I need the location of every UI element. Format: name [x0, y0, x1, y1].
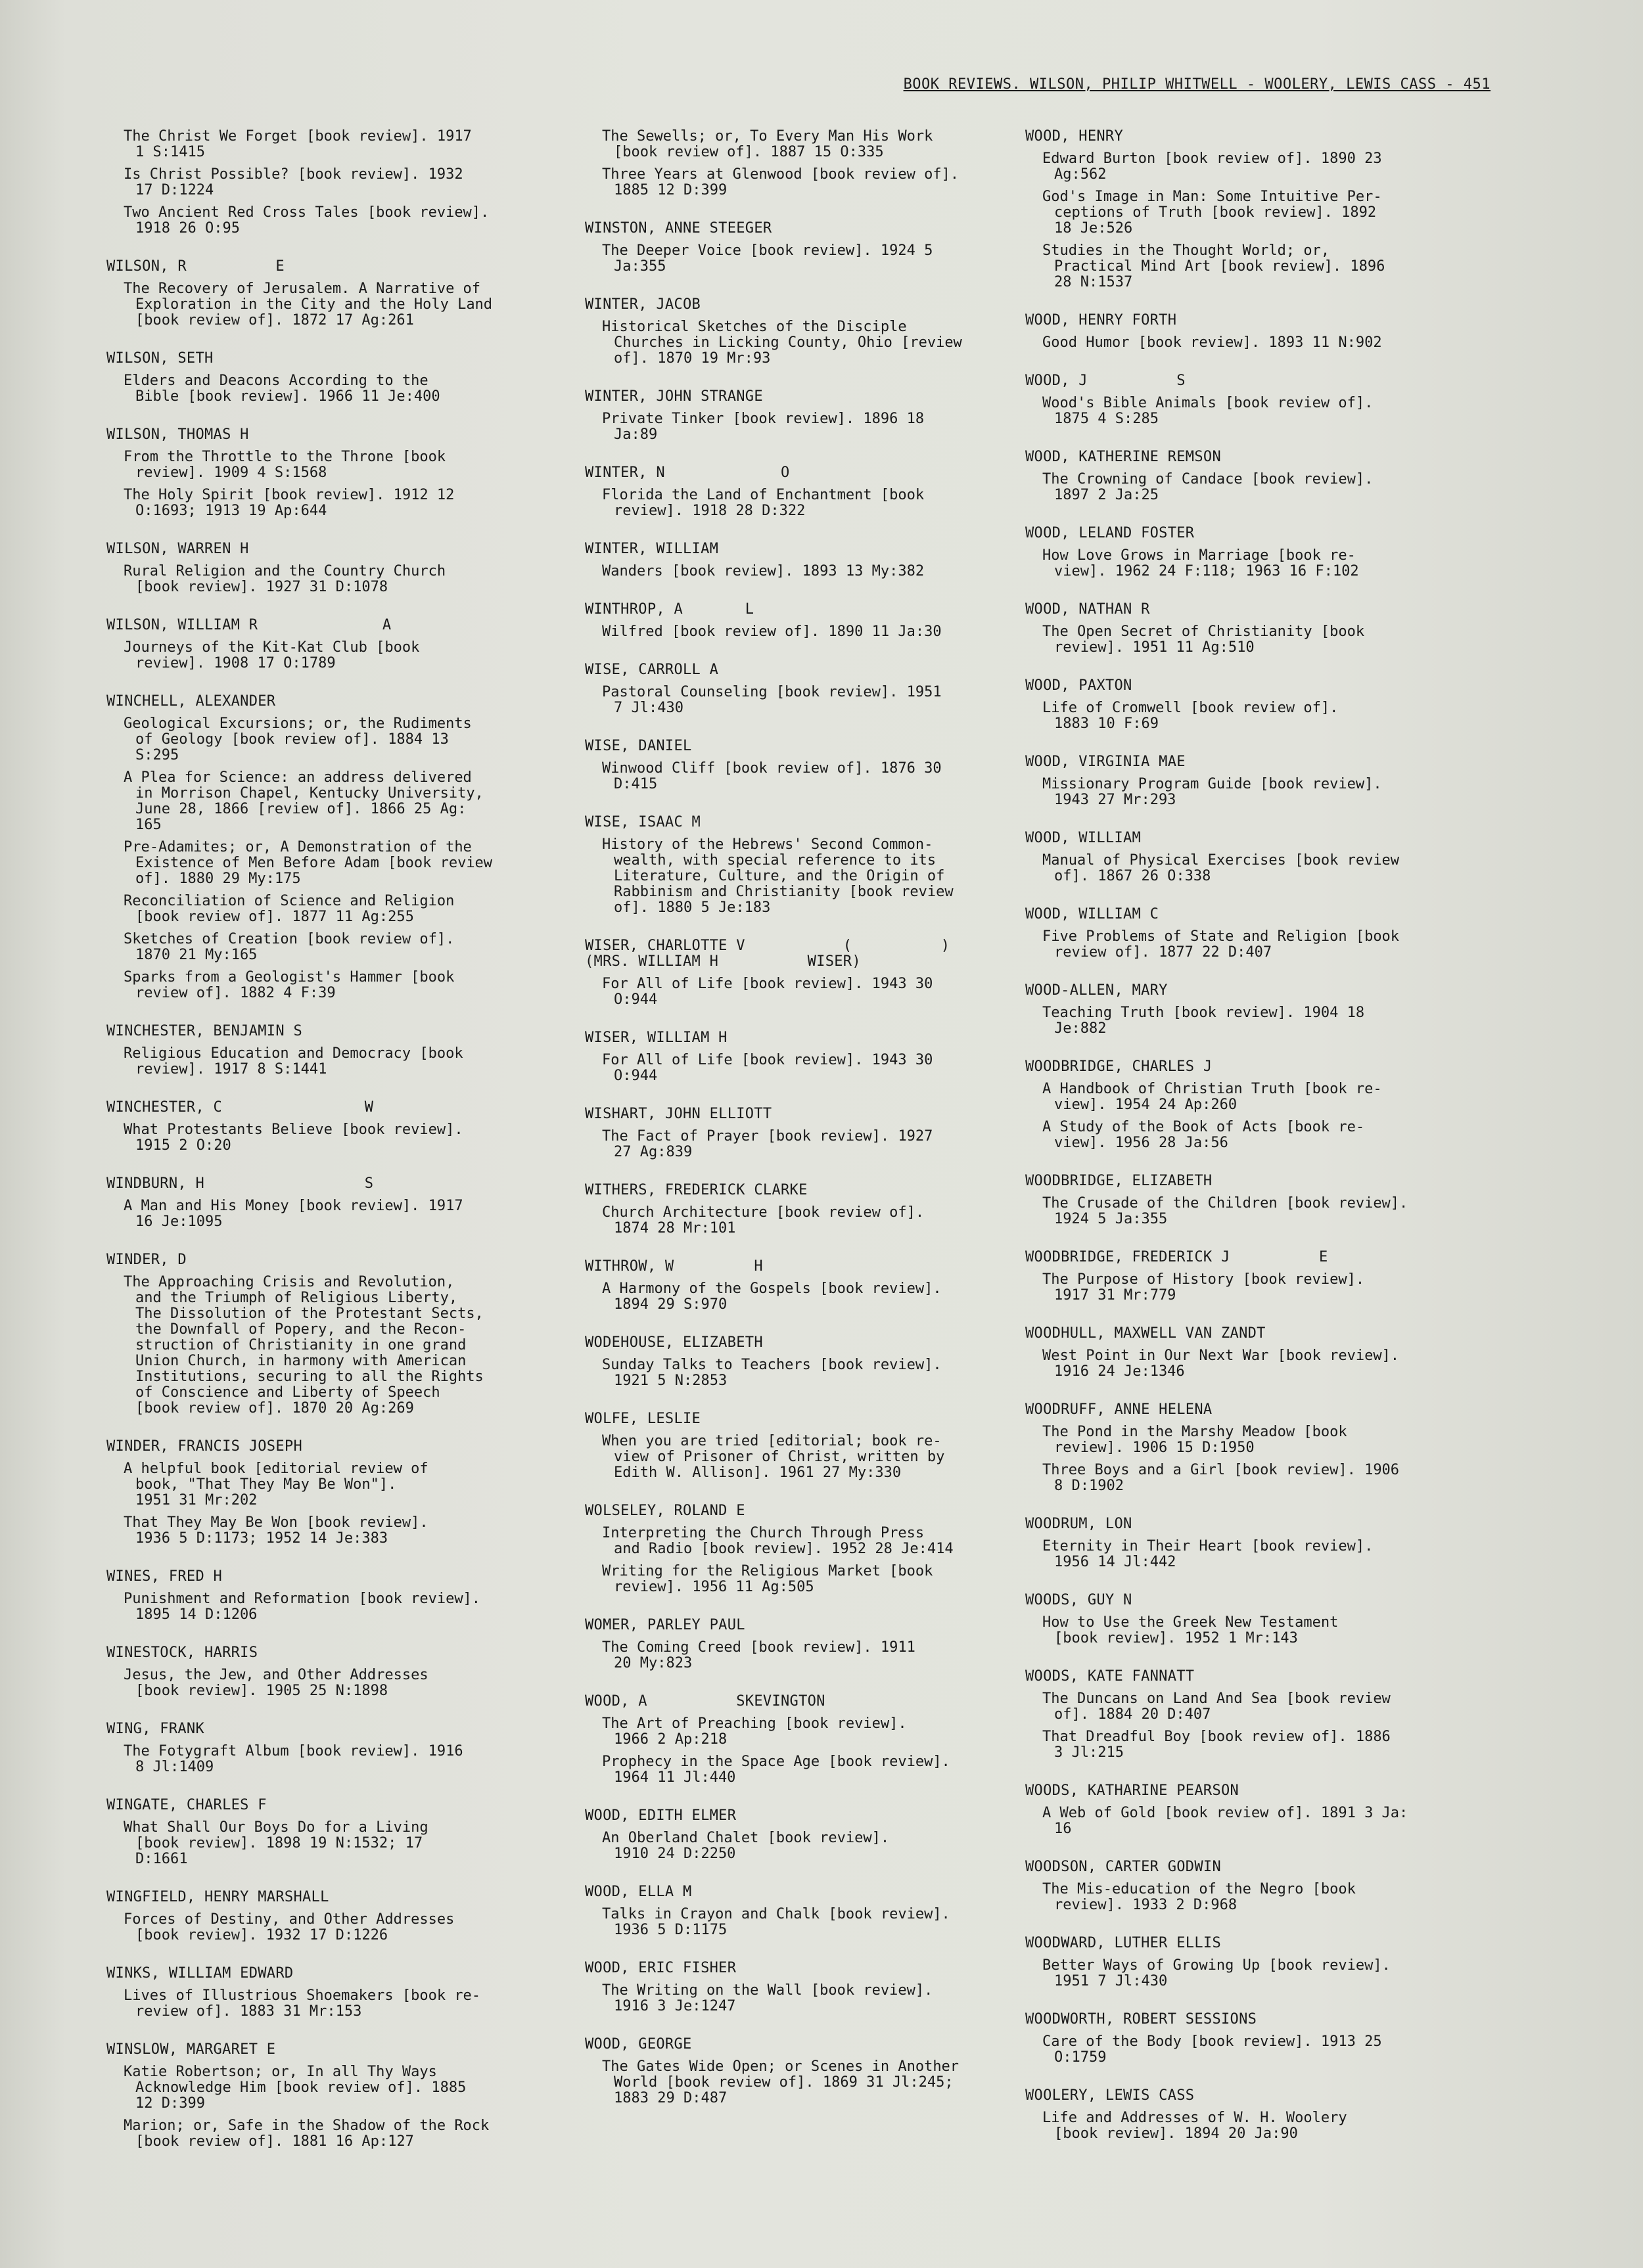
author-heading: WOOD, GEORGE — [585, 2036, 692, 2053]
index-entry: Missionary Program Guide [book review]. 1943 27 Mr:293 — [1042, 776, 1382, 808]
index-entry: An Oberland Chalet [book review]. 1910 24 D:2250 — [602, 1830, 890, 1862]
author-heading: WOLSELEY, ROLAND E — [585, 1503, 745, 1519]
author-heading: WOOD, VIRGINIA MAE — [1025, 754, 1186, 770]
author-heading: WOODHULL, MAXWELL VAN ZANDT — [1025, 1325, 1266, 1342]
author-heading: WILSON, THOMAS H — [106, 426, 249, 443]
author-heading: WOODWARD, LUTHER ELLIS — [1025, 1935, 1221, 1951]
author-heading: WINTER, WILLIAM — [585, 541, 719, 557]
author-heading: WOOD, J S — [1025, 373, 1186, 389]
author-heading: WOODRUFF, ANNE HELENA — [1025, 1401, 1213, 1418]
index-entry: From the Throttle to the Throne [book review]. 1909 4 S:1568 — [124, 449, 446, 481]
column-2 — [585, 129, 1032, 2113]
index-entry: The Gates Wide Open; or Scenes in Another World [book review of]. 1869 31 Jl:245; 1883 29 D:487 — [602, 2058, 960, 2106]
index-entry: Sparks from a Geologist's Hammer [book review of]. 1882 4 F:39 — [124, 969, 455, 1001]
index-entry: Studies in the Thought World; or, Practical Mind Art [book review]. 1896 28 N:1537 — [1042, 242, 1385, 290]
author-heading: WISE, ISAAC M — [585, 814, 701, 830]
index-entry: Better Ways of Growing Up [book review]. 1951 7 Jl:430 — [1042, 1957, 1391, 1989]
index-entry: Life and Addresses of W. H. Woolery [book review]. 1894 20 Ja:90 — [1042, 2110, 1347, 2142]
author-heading: WOODWORTH, ROBERT SESSIONS — [1025, 2011, 1257, 2028]
author-heading: WINTHROP, A L — [585, 601, 754, 618]
index-entry: Religious Education and Democracy [book review]. 1917 8 S:1441 — [124, 1045, 463, 1077]
author-heading: WOODSON, CARTER GODWIN — [1025, 1859, 1221, 1875]
index-entry: That Dreadful Boy [book review of]. 1886 3 Jl:215 — [1042, 1729, 1391, 1761]
index-entry: Manual of Physical Exercises [book review of]. 1867 26 O:338 — [1042, 852, 1400, 884]
index-entry: West Point in Our Next War [book review]. 1916 24 Je:1346 — [1042, 1348, 1400, 1380]
running-head: BOOK REVIEWS. WILSON, PHILIP WHITWELL - WOOLERY, LEWIS CASS - 451 — [903, 76, 1491, 93]
author-heading: WISHART, JOHN ELLIOTT — [585, 1106, 772, 1122]
index-entry: Church Architecture [book review of]. 1874 28 Mr:101 — [602, 1204, 925, 1236]
index-entry: Winwood Cliff [book review of]. 1876 30 D:415 — [602, 760, 942, 792]
author-heading: WODEHOUSE, ELIZABETH — [585, 1334, 763, 1351]
index-entry: When you are tried [editorial; book re- view of Prisoner of Christ, written by Edith W. Allison]. 1961 27 My:330 — [602, 1433, 945, 1481]
author-heading: WILSON, R E — [106, 258, 285, 275]
index-entry: Pastoral Counseling [book review]. 1951 7 Jl:430 — [602, 684, 942, 716]
index-entry: Lives of Illustrious Shoemakers [book re- review of]. 1883 31 Mr:153 — [124, 1987, 481, 2020]
index-entry: The Purpose of History [book review]. 1917 31 Mr:779 — [1042, 1271, 1365, 1304]
index-entry: How to Use the Greek New Testament [book review]. 1952 1 Mr:143 — [1042, 1614, 1339, 1646]
author-heading: WOLFE, LESLIE — [585, 1411, 701, 1427]
index-entry: Good Humor [book review]. 1893 11 N:902 — [1042, 334, 1382, 351]
author-heading: WOOD, ELLA M — [585, 1884, 692, 1900]
author-heading: WINSLOW, MARGARET E — [106, 2041, 276, 2058]
author-heading: WOODBRIDGE, CHARLES J — [1025, 1058, 1213, 1075]
index-entry: A Plea for Science: an address delivered in Morrison Chapel, Kentucky University, June 28, 1866 [review of]. 1866 25 Ag: 165 — [124, 769, 484, 833]
author-heading: WOODRUM, LON — [1025, 1516, 1132, 1532]
index-entry: The Duncans on Land And Sea [book review of]. 1884 20 D:407 — [1042, 1690, 1391, 1723]
index-entry: Care of the Body [book review]. 1913 25 O:1759 — [1042, 2033, 1382, 2066]
index-entry: God's Image in Man: Some Intuitive Per- ceptions of Truth [book review]. 1892 18 Je:526 — [1042, 189, 1382, 237]
index-entry: The Approaching Crisis and Revolution, and the Triumph of Religious Liberty, The Dissolution of the Protestant Sects, the Downfall of Popery, and the Recon- struction of Christianity in one grand Union Church, in harmony with American Institutions, securing to all the Rights of Conscience and Liberty of Speech [book review of]. 1870 20 Ag:269 — [124, 1274, 484, 1417]
author-heading: WOODS, GUY N — [1025, 1592, 1132, 1608]
author-heading: WINESTOCK, HARRIS — [106, 1644, 258, 1661]
author-heading: WOOD, HENRY — [1025, 128, 1123, 145]
author-heading: WOODS, KATHARINE PEARSON — [1025, 1782, 1239, 1799]
index-entry: The Open Secret of Christianity [book review]. 1951 11 Ag:510 — [1042, 624, 1365, 656]
index-entry: Geological Excursions; or, the Rudiments of Geology [book review of]. 1884 13 S:295 — [124, 715, 472, 763]
index-entry: Marion; or, Safe in the Shadow of the Rock [book review of]. 1881 16 Ap:127 — [124, 2118, 490, 2150]
author-heading: WOODBRIDGE, FREDERICK J E — [1025, 1249, 1328, 1265]
author-heading: WINDBURN, H S — [106, 1175, 374, 1192]
index-entry: Life of Cromwell [book review of]. 1883 10 F:69 — [1042, 700, 1339, 732]
author-heading: WINDER, D — [106, 1252, 187, 1268]
index-entry: The Fotygraft Album [book review]. 1916 8 Jl:1409 — [124, 1743, 463, 1775]
author-heading: WINTER, N O — [585, 465, 790, 481]
index-entry: The Sewells; or, To Every Man His Work [book review of]. 1887 15 O:335 — [602, 128, 933, 160]
index-entry: Florida the Land of Enchantment [book review]. 1918 28 D:322 — [602, 487, 925, 519]
author-heading: WING, FRANK — [106, 1721, 204, 1737]
author-heading: WINDER, FRANCIS JOSEPH — [106, 1438, 302, 1455]
index-entry: The Holy Spirit [book review]. 1912 12 O:1693; 1913 19 Ap:644 — [124, 487, 455, 519]
index-entry: The Mis-education of the Negro [book review]. 1933 2 D:968 — [1042, 1881, 1356, 1913]
index-entry: For All of Life [book review]. 1943 30 O:944 — [602, 1052, 933, 1084]
author-heading: WOOD, WILLIAM C — [1025, 906, 1159, 922]
author-heading: WINSTON, ANNE STEEGER — [585, 220, 772, 237]
author-heading: WOOD, KATHERINE REMSON — [1025, 449, 1221, 465]
index-entry: Five Problems of State and Religion [book review of]. 1877 22 D:407 — [1042, 928, 1400, 961]
author-heading: WOOD, NATHAN R — [1025, 601, 1150, 618]
author-heading: WILSON, WARREN H — [106, 541, 249, 557]
column-1 — [106, 129, 553, 2156]
index-entry: Talks in Crayon and Chalk [book review]. 1936 5 D:1175 — [602, 1906, 950, 1938]
index-entry: How Love Grows in Marriage [book re- view]. 1962 24 F:118; 1963 16 F:102 — [1042, 547, 1359, 579]
index-entry: Interpreting the Church Through Press and Radio [book review]. 1952 28 Je:414 — [602, 1525, 954, 1557]
author-heading: WOMER, PARLEY PAUL — [585, 1617, 745, 1633]
index-entry: The Recovery of Jerusalem. A Narrative of Exploration in the City and the Holy Land [book review of]. 1872 17 Ag:261 — [124, 281, 493, 329]
author-heading: WISER, WILLIAM H — [585, 1030, 728, 1046]
index-entry: Elders and Deacons According to the Bible [book review]. 1966 11 Je:400 — [124, 373, 440, 405]
index-entry: Katie Robertson; or, In all Thy Ways Acknowledge Him [book review of]. 1885 12 D:399 — [124, 2064, 467, 2112]
index-entry: Pre-Adamites; or, A Demonstration of the Existence of Men Before Adam [book review of]. 1880 29 My:175 — [124, 839, 493, 887]
author-heading: WISE, CARROLL A — [585, 662, 719, 678]
index-entry: Wanders [book review]. 1893 13 My:382 — [602, 563, 925, 579]
author-heading: WINES, FRED H — [106, 1568, 223, 1585]
index-entry: A Man and His Money [book review]. 1917 16 Je:1095 — [124, 1198, 463, 1230]
author-heading: WOOD, ERIC FISHER — [585, 1960, 737, 1976]
author-heading: WISE, DANIEL — [585, 738, 692, 754]
index-entry: A Harmony of the Gospels [book review]. 1894 29 S:970 — [602, 1281, 942, 1313]
author-heading: WOOD, PAXTON — [1025, 677, 1132, 694]
index-entry: Punishment and Reformation [book review]. 1895 14 D:1206 — [124, 1591, 481, 1623]
index-entry: Forces of Destiny, and Other Addresses [book review]. 1932 17 D:1226 — [124, 1911, 455, 1943]
index-entry: Writing for the Religious Market [book review]. 1956 11 Ag:505 — [602, 1563, 933, 1595]
author-heading: WOOLERY, LEWIS CASS — [1025, 2087, 1195, 2104]
author-heading: WOOD, LELAND FOSTER — [1025, 525, 1195, 541]
author-heading: WINCHESTER, BENJAMIN S — [106, 1023, 302, 1039]
index-entry: A helpful book [editorial review of book, "That They May Be Won"]. 1951 31 Mr:202 — [124, 1461, 428, 1508]
index-entry: Wood's Bible Animals [book review of]. 1875 4 S:285 — [1042, 395, 1374, 427]
index-entry: Reconciliation of Science and Religion [book review of]. 1877 11 Ag:255 — [124, 893, 455, 925]
index-entry: Journeys of the Kit-Kat Club [book review]. 1908 17 O:1789 — [124, 639, 420, 671]
author-heading: WOOD-ALLEN, MARY — [1025, 982, 1168, 999]
index-entry: Is Christ Possible? [book review]. 1932 17 D:1224 — [124, 166, 463, 198]
author-heading: WINGFIELD, HENRY MARSHALL — [106, 1889, 329, 1905]
author-heading: WILSON, WILLIAM R A — [106, 617, 392, 633]
index-entry: Prophecy in the Space Age [book review]. 1964 11 Jl:440 — [602, 1754, 950, 1786]
author-heading: WOOD, A SKEVINGTON — [585, 1693, 825, 1710]
index-entry: A Study of the Book of Acts [book re- view]. 1956 28 Ja:56 — [1042, 1119, 1365, 1151]
index-entry: What Protestants Believe [book review]. 1915 2 O:20 — [124, 1122, 463, 1154]
author-heading: WINCHESTER, C W — [106, 1099, 374, 1116]
index-entry: Wilfred [book review of]. 1890 11 Ja:30 — [602, 624, 942, 640]
index-entry: Jesus, the Jew, and Other Addresses [book review]. 1905 25 N:1898 — [124, 1667, 428, 1699]
index-entry: Two Ancient Red Cross Tales [book review]. 1918 26 O:95 — [124, 204, 490, 237]
index-entry: Private Tinker [book review]. 1896 18 Ja:89 — [602, 411, 925, 443]
index-entry: The Crowning of Candace [book review]. 1897 2 Ja:25 — [1042, 471, 1374, 503]
author-heading: WILSON, SETH — [106, 350, 214, 367]
author-heading: WINGATE, CHARLES F — [106, 1797, 267, 1813]
author-heading: WINTER, JACOB — [585, 296, 701, 313]
index-entry: A Web of Gold [book review of]. 1891 3 Ja: 16 — [1042, 1805, 1408, 1837]
index-entry: Three Years at Glenwood [book review of]. 1885 12 D:399 — [602, 166, 960, 198]
author-heading: WITHERS, FREDERICK CLARKE — [585, 1182, 808, 1198]
index-entry: The Crusade of the Children [book review]. 1924 5 Ja:355 — [1042, 1195, 1408, 1227]
author-heading: WOODS, KATE FANNATT — [1025, 1668, 1195, 1685]
index-entry: What Shall Our Boys Do for a Living [book review]. 1898 19 N:1532; 17 D:1661 — [124, 1819, 428, 1867]
author-heading: WISER, CHARLOTTE V ( ) (MRS. WILLIAM H WISER) — [585, 938, 950, 970]
index-entry: Historical Sketches of the Disciple Churches in Licking County, Ohio [review of]. 1870 19 Mr:93 — [602, 319, 962, 367]
author-heading: WOODBRIDGE, ELIZABETH — [1025, 1173, 1213, 1189]
index-entry: Edward Burton [book review of]. 1890 23 Ag:562 — [1042, 150, 1382, 183]
index-entry: The Pond in the Marshy Meadow [book review]. 1906 15 D:1950 — [1042, 1424, 1347, 1456]
author-heading: WINTER, JOHN STRANGE — [585, 388, 763, 405]
author-heading: WITHROW, W H — [585, 1258, 763, 1275]
index-entry: The Christ We Forget [book review]. 1917 1 S:1415 — [124, 128, 472, 160]
index-entry: Teaching Truth [book review]. 1904 18 Je:882 — [1042, 1005, 1365, 1037]
index-entry: Three Boys and a Girl [book review]. 1906 8 D:1902 — [1042, 1462, 1400, 1494]
author-heading: WOOD, HENRY FORTH — [1025, 312, 1177, 329]
author-heading: WINKS, WILLIAM EDWARD — [106, 1965, 294, 1982]
index-entry: Rural Religion and the Country Church [book review]. 1927 31 D:1078 — [124, 563, 446, 595]
index-entry: Sunday Talks to Teachers [book review]. 1921 5 N:2853 — [602, 1357, 942, 1389]
author-heading: WINCHELL, ALEXANDER — [106, 693, 276, 710]
index-entry: The Art of Preaching [book review]. 1966 2 Ap:218 — [602, 1715, 907, 1748]
index-entry: A Handbook of Christian Truth [book re- view]. 1954 24 Ap:260 — [1042, 1081, 1382, 1113]
author-heading: WOOD, EDITH ELMER — [585, 1807, 737, 1824]
author-heading: WOOD, WILLIAM — [1025, 830, 1142, 846]
index-entry: The Coming Creed [book review]. 1911 20 My:823 — [602, 1639, 915, 1671]
index-entry: The Deeper Voice [book review]. 1924 5 Ja:355 — [602, 242, 933, 275]
index-entry: Sketches of Creation [book review of]. 1870 21 My:165 — [124, 931, 455, 963]
index-entry: For All of Life [book review]. 1943 30 O:944 — [602, 976, 933, 1008]
index-entry: The Writing on the Wall [book review]. 1916 3 Je:1247 — [602, 1982, 933, 2014]
index-entry: That They May Be Won [book review]. 1936 5 D:1173; 1952 14 Je:383 — [124, 1514, 428, 1547]
index-entry: Eternity in Their Heart [book review]. 1956 14 Jl:442 — [1042, 1538, 1374, 1570]
column-3 — [1025, 129, 1472, 2148]
index-entry: History of the Hebrews' Second Common- wealth, with special reference to its Literature, Culture, and the Origin of Rabbinism and Christianity [book review of]. 1880 5 Je:183 — [602, 836, 954, 916]
index-entry: The Fact of Prayer [book review]. 1927 27 Ag:839 — [602, 1128, 933, 1160]
